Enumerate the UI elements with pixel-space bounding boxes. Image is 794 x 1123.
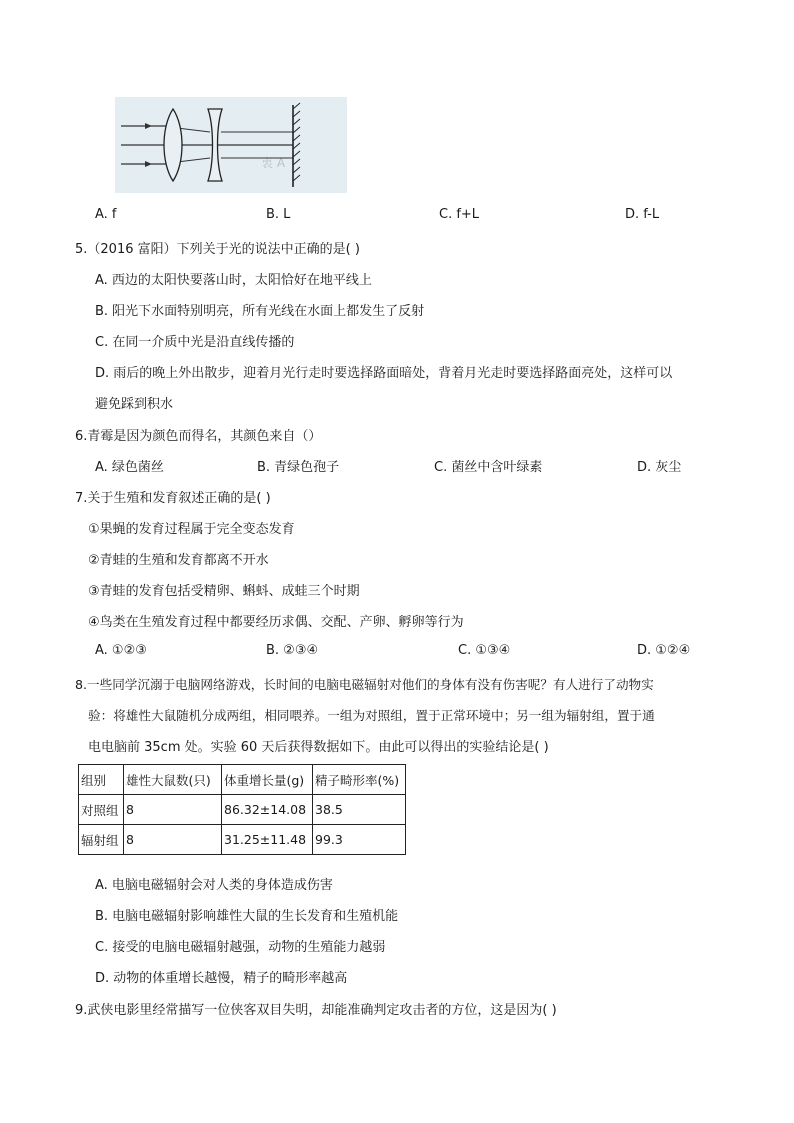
table-header-cell: 雄性大鼠数(只) — [124, 765, 222, 795]
q8-option-d: D. 动物的体重增长越慢，精子的畸形率越高 — [95, 971, 348, 986]
q7-statement-1: ①果蝇的发育过程属于完全变态发育 — [88, 522, 295, 537]
table-header-row — [79, 765, 406, 795]
q4-option-b: B. L — [266, 207, 291, 222]
convex-lens — [164, 109, 182, 181]
q5-option-d-continued: 避免踩到积水 — [95, 397, 174, 412]
q8-stem-line-3: 电电脑前 35cm 处。实验 60 天后获得数据如下。由此可以得出的实验结论是( ) — [88, 740, 549, 755]
q7-option-d: D. ①②④ — [637, 643, 691, 658]
background-glyph: 衷 A — [261, 156, 286, 170]
q9-stem: 9.武侠电影里经常描写一位侠客双目失明，却能准确判定攻击者的方位，这是因为( ) — [75, 1003, 557, 1018]
table-cell: 99.3 — [313, 825, 406, 855]
table-cell: 辐射组 — [79, 825, 124, 855]
q8-stem-line-1: 8.一些同学沉溺于电脑网络游戏，长时间的电脑电磁辐射对他们的身体有没有伤害呢？有人进行了动物实 — [75, 677, 654, 692]
table-cell: 8 — [124, 795, 222, 825]
q6-option-b: B. 青绿色孢子 — [257, 460, 340, 475]
q7-statement-2: ②青蛙的生殖和发育都离不开水 — [88, 553, 269, 568]
q6-stem: 6.青霉是因为颜色而得名，其颜色来自（） — [75, 429, 322, 444]
table-header-cell: 精子畸形率(%) — [313, 765, 406, 795]
q7-stem: 7.关于生殖和发育叙述正确的是( ) — [75, 491, 271, 506]
table-cell: 8 — [124, 825, 222, 855]
arrow-top — [145, 123, 152, 129]
q4-option-a: A. f — [95, 207, 117, 222]
q5-option-d: D. 雨后的晚上外出散步，迎着月光行走时要选择路面暗处，背着月光走时要选择路面亮处，这样可以 — [95, 366, 673, 381]
table-header-cell: 体重增长量(g) — [222, 765, 313, 795]
table-cell: 86.32±14.08 — [222, 795, 313, 825]
table-header-cell: 组别 — [79, 765, 124, 795]
q8-data-table — [78, 764, 406, 855]
arrow-bottom — [145, 161, 152, 167]
q8-stem-line-2: 验：将雄性大鼠随机分成两组，相同喂养。一组为对照组，置于正常环境中；另一组为辐射组，置于通 — [88, 708, 655, 723]
q8-option-a: A. 电脑电磁辐射会对人类的身体造成伤害 — [95, 878, 333, 893]
q7-statement-4: ④鸟类在生殖发育过程中都要经历求偶、交配、产卵、孵卵等行为 — [88, 615, 464, 630]
ray-top-converging — [177, 128, 210, 132]
mirror-hatching — [293, 103, 300, 181]
q7-statement-3: ③青蛙的发育包括受精卵、蝌蚪、成蛙三个时期 — [88, 584, 360, 599]
q7-option-c: C. ①③④ — [458, 643, 511, 658]
table-row — [79, 795, 406, 825]
q7-option-b: B. ②③④ — [266, 643, 319, 658]
lens-mirror-diagram — [115, 97, 347, 193]
q4-option-c: C. f+L — [439, 207, 480, 222]
optics-figure — [115, 97, 347, 193]
q4-option-d: D. f-L — [625, 207, 660, 222]
table-row — [79, 825, 406, 855]
q6-option-a: A. 绿色菌丝 — [95, 460, 164, 475]
q6-option-c: C. 菌丝中含叶绿素 — [434, 460, 543, 475]
q5-stem: 5.（2016 富阳）下列关于光的说法中正确的是( ) — [75, 242, 360, 257]
table-cell: 38.5 — [313, 795, 406, 825]
table-cell: 对照组 — [79, 795, 124, 825]
q5-option-c: C. 在同一介质中光是沿直线传播的 — [95, 335, 295, 350]
ray-bottom-converging — [177, 158, 210, 162]
q5-option-a: A. 西边的太阳快要落山时，太阳恰好在地平线上 — [95, 273, 372, 288]
q7-option-a: A. ①②③ — [95, 643, 147, 658]
q5-option-b: B. 阳光下水面特别明亮，所有光线在水面上都发生了反射 — [95, 304, 425, 319]
q8-option-b: B. 电脑电磁辐射影响雄性大鼠的生长发育和生殖机能 — [95, 909, 399, 924]
q6-option-d: D. 灰尘 — [637, 460, 682, 475]
table-cell: 31.25±11.48 — [222, 825, 313, 855]
q8-option-c: C. 接受的电脑电磁辐射越强，动物的生殖能力越弱 — [95, 940, 386, 955]
